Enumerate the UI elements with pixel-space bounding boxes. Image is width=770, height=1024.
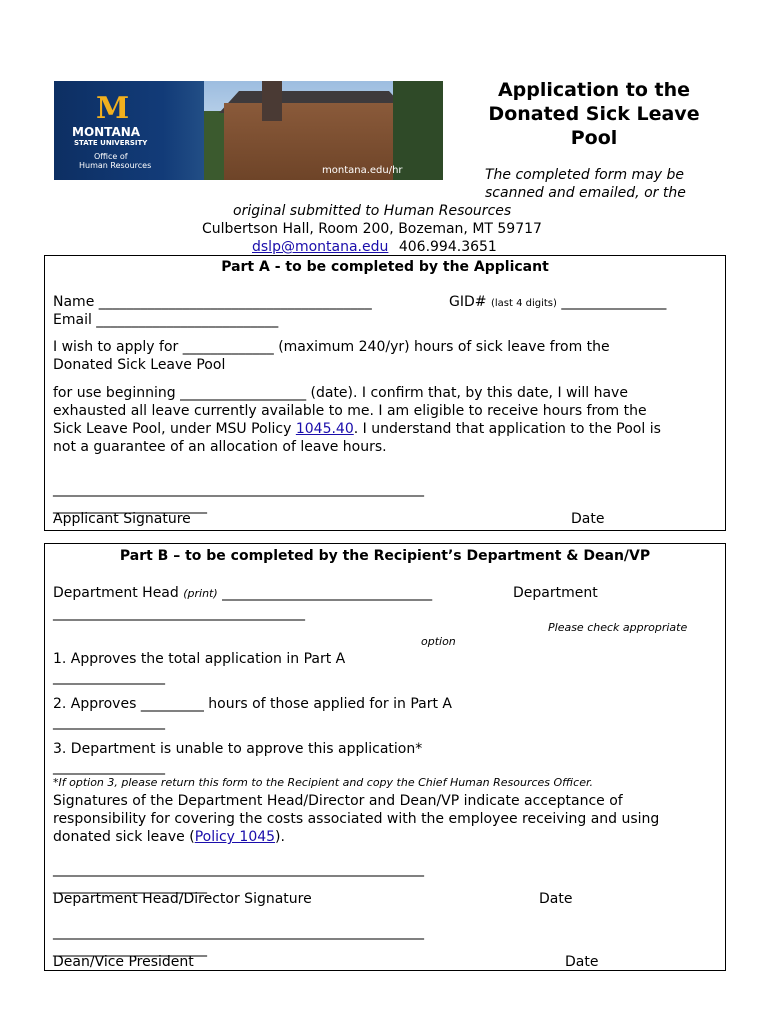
start-date-field[interactable]: __________________ [180,385,307,401]
apply-text-line-2: Donated Sick Leave Pool [53,357,226,373]
university-subname: STATE UNIVERSITY [74,139,148,147]
check-instruction-line-2: option [421,635,456,648]
option-2-checkbox-line[interactable]: ________________ [53,714,165,730]
acknowledgement-line-3-pre: donated sick leave ( [53,829,195,845]
phone-number: 406.994.3651 [398,239,497,255]
banner-tower [262,81,282,121]
dept-head-signature-field[interactable]: _____________________________________________________ [53,861,424,877]
policy-1045-link[interactable]: Policy 1045 [194,829,276,845]
page-title: Application to the Donated Sick Leave Pool [488,79,700,149]
hours-requested-field[interactable]: _____________ [182,339,274,355]
email-field[interactable]: __________________________ [96,312,279,328]
banner-url: montana.edu/hr [322,165,403,176]
option-1-checkbox-line[interactable]: ________________ [53,669,165,685]
instructions-line-3: original submitted to Human Resources [233,203,512,219]
office-line-1: Office of [94,152,128,161]
dept-head-signature-underline: ______________________ [53,878,207,894]
check-instruction-line-1: Please check appropriate [548,621,688,634]
use-text-line-3-post: . I understand that application to the Pool is [353,421,661,437]
acknowledgement-line-1: Signatures of the Department Head/Director and Dean/VP indicate acceptance of [53,793,623,809]
msu-m-logo-icon: M [96,91,130,126]
instructions-line-1: The completed form may be [485,167,685,183]
option-2-hours-field[interactable]: _________ [140,696,204,712]
print-hint: (print) [183,587,218,600]
dean-date-label: Date [565,954,599,970]
part-b-heading: Part B – to be completed by the Recipient’s Department & Dean/VP [119,548,651,564]
option-3-text: 3. Department is unable to approve this application* [53,741,423,757]
instructions-line-2: scanned and emailed, or the [485,185,686,201]
department-label: Department [513,585,598,601]
applicant-signature-field[interactable]: _____________________________________________________ [53,481,424,497]
use-text-line-3-pre: Sick Leave Pool, under MSU Policy [53,421,292,437]
apply-text-pre: I wish to apply for [53,339,179,355]
acknowledgement-line-2: responsibility for covering the costs associated with the employee receiving and using [53,811,660,827]
gid-field[interactable]: _______________ [561,294,667,310]
office-address: Culbertson Hall, Room 200, Bozeman, MT 59717 [202,221,542,237]
dean-signature-field[interactable]: _____________________________________________________ [53,924,424,940]
use-text-line-2: exhausted all leave currently available to me. I am eligible to receive hours from the [53,403,647,419]
use-text-post: (date). I confirm that, by this date, I will have [310,385,628,401]
option-2-text-post: hours of those applied for in Part A [208,696,452,712]
dean-signature-underline: ______________________ [53,941,207,957]
applicant-date-label: Date [571,511,605,527]
department-field[interactable]: ____________________________________ [53,605,305,621]
university-name: MONTANA [72,125,141,139]
dept-head-signature-label: Department Head/Director Signature [53,891,312,907]
email-label: Email [53,312,92,328]
acknowledgement-line-3-post: ). [275,829,285,845]
msu-hr-logo-banner [54,81,443,180]
policy-1045-40-link[interactable]: 1045.40 [295,421,354,437]
dept-head-field[interactable]: ______________________________ [222,585,433,601]
gid-hint: (last 4 digits) [490,298,557,309]
use-text-pre: for use beginning [53,385,176,401]
name-label: Name [53,294,95,310]
dean-signature-label: Dean/Vice President [53,954,194,970]
part-a-heading: Part A - to be completed by the Applicant [221,259,549,275]
option-3-checkbox-line[interactable]: ________________ [53,759,165,775]
gid-label: GID# [449,294,487,310]
option-1-text: 1. Approves the total application in Part A [53,651,346,667]
applicant-signature-label: Applicant Signature [53,511,191,527]
dept-head-label: Department Head [53,585,179,601]
email-link[interactable]: dslp@montana.edu [252,239,389,255]
name-field[interactable]: _______________________________________ [98,294,372,310]
dept-head-date-label: Date [539,891,573,907]
option-3-footnote: *If option 3, please return this form to the Recipient and copy the Chief Human Resources Officer. [53,776,593,789]
apply-text-post: (maximum 240/yr) hours of sick leave from the [278,339,610,355]
use-text-line-4: not a guarantee of an allocation of leave hours. [53,439,387,455]
option-2-text-pre: 2. Approves [53,696,137,712]
office-line-2: Human Resources [79,161,152,170]
applicant-signature-underline: ______________________ [53,498,207,514]
